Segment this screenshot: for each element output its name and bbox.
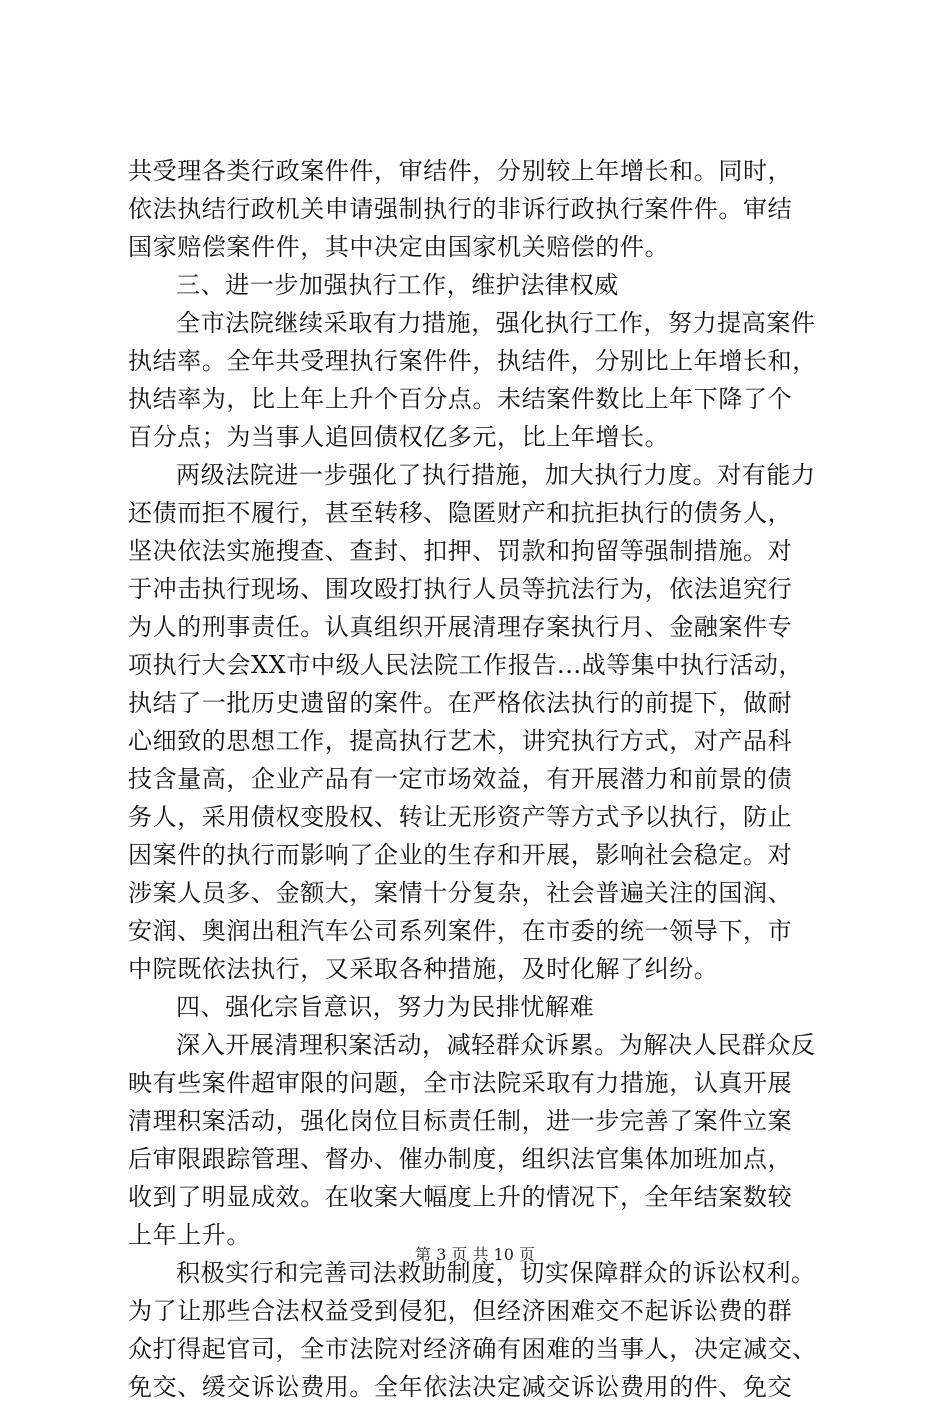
text-line: 安润、奥润出租汽车公司系列案件，在市委的统一领导下，市 [128, 917, 793, 945]
text-line: 为了让那些合法权益受到侵犯，但经济困难交不起诉讼费的群 [128, 1297, 793, 1325]
text-line: 因案件的执行而影响了企业的生存和开展，影响社会稳定。对 [128, 841, 793, 869]
text-line: 积极实行和完善司法救助制度，切实保障群众的诉讼权利。 [176, 1259, 816, 1287]
text-line: 三、进一步加强执行工作，维护法律权威 [176, 271, 619, 299]
text-line: 全市法院继续采取有力措施，强化执行工作，努力提高案件 [176, 309, 816, 337]
text-line: 执结率。全年共受理执行案件件，执结件，分别比上年增长和， [128, 347, 817, 375]
text-line: 收到了明显成效。在收案大幅度上升的情况下，全年结案数较 [128, 1183, 793, 1211]
text-line: 映有些案件超审限的问题，全市法院采取有力措施，认真开展 [128, 1069, 793, 1097]
text-line: 于冲击执行现场、围攻殴打执行人员等抗法行为，依法追究行 [128, 575, 793, 603]
text-line: 深入开展清理积案活动，减轻群众诉累。为解决人民群众反 [176, 1031, 816, 1059]
text-line: 免交、缓交诉讼费用。全年依法决定减交诉讼费用的件、免交 [128, 1373, 793, 1401]
text-line: 执结率为，比上年上升个百分点。未结案件数比上年下降了个 [128, 385, 793, 413]
text-line: 后审限跟踪管理、督办、催办制度，组织法官集体加班加点， [128, 1145, 793, 1173]
text-line: 还债而拒不履行，甚至转移、隐匿财产和抗拒执行的债务人， [128, 499, 793, 527]
text-line: 依法执结行政机关申请强制执行的非诉行政执行案件件。审结 [128, 195, 793, 223]
text-line: 中院既依法执行，又采取各种措施，及时化解了纠纷。 [128, 955, 719, 983]
text-line: 技含量高，企业产品有一定市场效益，有开展潜力和前景的债 [128, 765, 793, 793]
text-line: 两级法院进一步强化了执行措施，加大执行力度。对有能力 [176, 461, 816, 489]
text-line: 共受理各类行政案件件，审结件，分别较上年增长和。同时， [128, 157, 793, 185]
text-line: 国家赔偿案件件，其中决定由国家机关赔偿的件。 [128, 233, 670, 261]
document-body [128, 152, 828, 1406]
text-line: 为人的刑事责任。认真组织开展清理存案执行月、金融案件专 [128, 613, 793, 641]
text-line: 执结了一批历史遗留的案件。在严格依法执行的前提下，做耐 [128, 689, 793, 717]
text-line: 上年上升。 [128, 1221, 251, 1249]
text-line: 务人，采用债权变股权、转让无形资产等方式予以执行，防止 [128, 803, 793, 831]
text-line: 清理积案活动，强化岗位目标责任制，进一步完善了案件立案 [128, 1107, 793, 1135]
text-line: 心细致的思想工作，提高执行艺术，讲究执行方式，对产品科 [128, 727, 793, 755]
text-line: 四、强化宗旨意识，努力为民排忧解难 [176, 993, 595, 1021]
text-line: 百分点；为当事人追回债权亿多元，比上年增长。 [128, 423, 670, 451]
text-line: 涉案人员多、金额大，案情十分复杂，社会普遍关注的国润、 [128, 879, 793, 907]
text-line: 项执行大会XX市中级人民法院工作报告...战等集中执行活动， [128, 651, 804, 679]
text-line: 坚决依法实施搜查、查封、扣押、罚款和拘留等强制措施。对 [128, 537, 793, 565]
page-footer: 第 3 页 共 10 页 [415, 1245, 535, 1264]
text-line: 众打得起官司，全市法院对经济确有困难的当事人，决定减交、 [128, 1335, 817, 1363]
